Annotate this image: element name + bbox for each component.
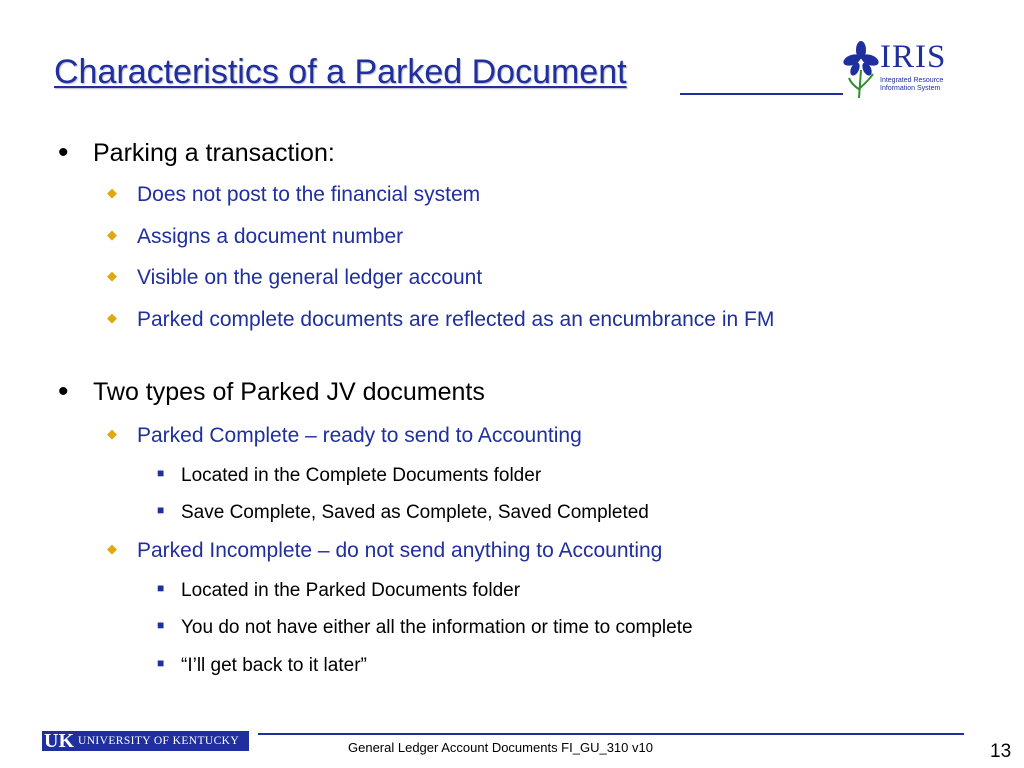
square-bullet-icon: ■: [157, 581, 165, 595]
square-bullet-icon: ■: [157, 656, 165, 670]
detail-bullet-text: Located in the Complete Documents folder: [181, 465, 542, 486]
page-number: 13: [990, 741, 1012, 762]
diamond-bullet-icon: ◆: [107, 310, 117, 325]
diamond-bullet-icon: ◆: [107, 227, 117, 242]
uk-logo: [42, 731, 249, 751]
sub-bullet-text: Visible on the general ledger account: [137, 266, 483, 289]
round-bullet-icon: •: [58, 375, 69, 408]
iris-logo: [843, 39, 947, 100]
diamond-bullet-icon: ◆: [107, 426, 117, 441]
iris-logo-wordmark: IRIS: [880, 39, 947, 75]
sub-bullet-text: Parked complete documents are reflected as an encumbrance in FM: [137, 308, 775, 331]
detail-bullet-text: Located in the Parked Documents folder: [181, 580, 521, 601]
bullet-heading: Parking a transaction:: [93, 139, 335, 167]
detail-bullet-text: Save Complete, Saved as Complete, Saved Completed: [181, 502, 649, 523]
sub-bullet-text: Parked Complete – ready to send to Accounting: [137, 424, 582, 447]
slide-title: Characteristics of a Parked Document: [54, 53, 627, 91]
detail-bullet-text: You do not have either all the information or time to complete: [181, 617, 693, 638]
sub-bullet-text: Does not post to the financial system: [137, 183, 481, 206]
iris-flower-icon: [843, 40, 883, 100]
diamond-bullet-icon: ◆: [107, 268, 117, 283]
title-rule: [680, 93, 843, 95]
square-bullet-icon: ■: [157, 503, 165, 517]
square-bullet-icon: ■: [157, 618, 165, 632]
iris-logo-subtitle: Integrated Resource Information System: [880, 77, 944, 92]
diamond-bullet-icon: ◆: [107, 541, 117, 556]
square-bullet-icon: ■: [157, 466, 165, 480]
footer-rule: [258, 733, 964, 735]
round-bullet-icon: •: [58, 136, 69, 169]
detail-bullet-text: “I’ll get back to it later”: [181, 655, 367, 676]
uk-logo-mark: UK: [44, 730, 74, 752]
uk-logo-text: UNIVERSITY OF KENTUCKY: [78, 735, 240, 747]
bullet-heading: Two types of Parked JV documents: [93, 378, 485, 406]
footer-text: General Ledger Account Documents FI_GU_310 v10: [348, 740, 653, 755]
sub-bullet-text: Assigns a document number: [137, 225, 404, 248]
sub-bullet-text: Parked Incomplete – do not send anything to Accounting: [137, 539, 663, 562]
diamond-bullet-icon: ◆: [107, 185, 117, 200]
